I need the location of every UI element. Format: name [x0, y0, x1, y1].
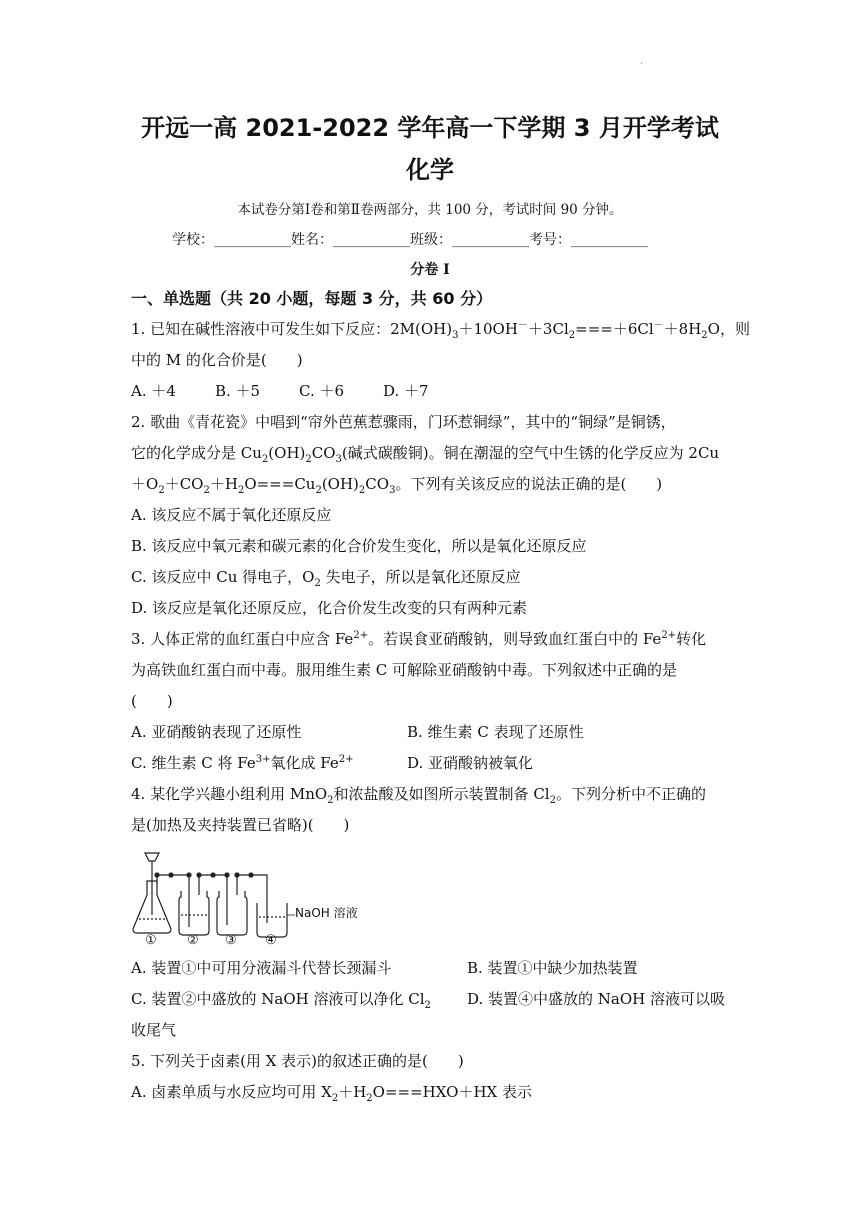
subject-title: 化学 [406, 156, 454, 184]
student-info-line: 学校：___________姓名：___________班级：___________考号：___________ [172, 232, 648, 248]
q3-option-a[interactable]: A. 亚硝酸钠表现了还原性 [131, 723, 302, 741]
question-2-line-3: $+O_2+CO_2+H_2O===Cu_2(OH)_2CO_3$。下列有关该反应的说法正确的是( ) [131, 475, 663, 496]
figure-number-2: ② [187, 933, 199, 948]
q4-option-d[interactable]: D. 装置④中盛放的 NaOH 溶液可以吸 [467, 990, 726, 1008]
question-1-line-2: 中的 M 的化合价是( ) [131, 351, 303, 369]
question-4-line-2: 是(加热及夹持装置已省略)( ) [131, 816, 350, 834]
q3-option-c[interactable]: C. 维生素 C 将 $Fe^{3+}$氧化成 $Fe^{2+}$ [131, 754, 354, 772]
q4-option-d-continued: 收尾气 [131, 1021, 177, 1039]
figure-number-3: ③ [225, 933, 237, 948]
q3-option-b[interactable]: B. 维生素 C 表现了还原性 [407, 723, 584, 741]
q2-option-d[interactable]: D. 该反应是氧化还原反应，化合价发生改变的只有两种元素 [131, 599, 528, 617]
question-5-line-1: 5. 下列关于卤素(用 X 表示)的叙述正确的是( ) [131, 1052, 464, 1070]
q3-option-d[interactable]: D. 亚硝酸钠被氧化 [407, 754, 534, 772]
q4-option-a[interactable]: A. 装置①中可用分液漏斗代替长颈漏斗 [131, 959, 392, 977]
naoh-solution-label: NaOH 溶液 [295, 906, 358, 920]
part-label: 分卷 I [410, 262, 450, 278]
question-1-line-1: 1. 已知在碱性溶液中可发生如下反应：$2M(OH)_3+10OH^-+3Cl_2===+6Cl^-+8H_2O$，则 [131, 320, 750, 341]
q4-option-b[interactable]: B. 装置①中缺少加热装置 [467, 959, 638, 977]
section-heading: 一、单选题（共 20 小题，每题 3 分，共 60 分） [131, 289, 493, 308]
q1-option-d[interactable]: D. ＋7 [383, 382, 429, 400]
question-3-line-1: 3. 人体正常的血红蛋白中应含 $Fe^{2+}$。若误食亚硝酸钠，则导致血红蛋白中的 $Fe^{2+}$转化 [131, 630, 707, 648]
question-1-options [131, 381, 467, 401]
q1-option-c[interactable]: C. ＋6 [299, 382, 345, 400]
q2-option-b[interactable]: B. 该反应中氧元素和碳元素的化合价发生变化，所以是氧化还原反应 [131, 537, 587, 555]
q2-option-a[interactable]: A. 该反应不属于氧化还原反应 [131, 506, 332, 524]
apparatus-diagram [131, 845, 371, 950]
question-2-line-1: 2. 歌曲《青花瓷》中唱到“帘外芭蕉惹骤雨，门环惹铜绿”，其中的“铜绿”是铜锈， [131, 413, 676, 431]
question-3-line-2: 为高铁血红蛋白而中毒。服用维生素 C 可解除亚硝酸钠中毒。下列叙述中正确的是 [131, 661, 678, 679]
q2-option-c[interactable]: C. 该反应中 Cu 得电子，$O_2$ 失电子，所以是氧化还原反应 [131, 568, 521, 589]
question-3-line-3: ( ) [131, 692, 173, 710]
question-4-line-1: 4. 某化学兴趣小组利用 MnO$_2$和浓盐酸及如图所示装置制备 $Cl_2$。下列分析中不正确的 [131, 785, 706, 806]
exam-intro: 本试卷分第Ⅰ卷和第Ⅱ卷两部分，共 100 分，考试时间 90 分钟。 [237, 202, 623, 218]
q5-option-a[interactable]: A. 卤素单质与水反应均可用 $X_2+H_2O===HXO+HX$ 表示 [131, 1083, 532, 1104]
figure-number-4: ④ [265, 933, 277, 948]
figure-number-1: ① [145, 933, 157, 948]
q4-option-c[interactable]: C. 装置②中盛放的 NaOH 溶液可以净化 $Cl_2$ [131, 990, 431, 1011]
q1-option-a[interactable]: A. ＋4 [131, 382, 176, 400]
question-2-line-2: 它的化学成分是 $Cu_2(OH)_2CO_3$(碱式碳酸铜)。铜在潮湿的空气中生锈的化学反应为 2Cu [131, 444, 720, 465]
corner-mark: . [640, 56, 644, 67]
apparatus-figure [131, 845, 371, 950]
exam-title: 开远一高 2021-2022 学年高一下学期 3 月开学考试 [141, 114, 719, 142]
q1-option-b[interactable]: B. ＋5 [215, 382, 261, 400]
